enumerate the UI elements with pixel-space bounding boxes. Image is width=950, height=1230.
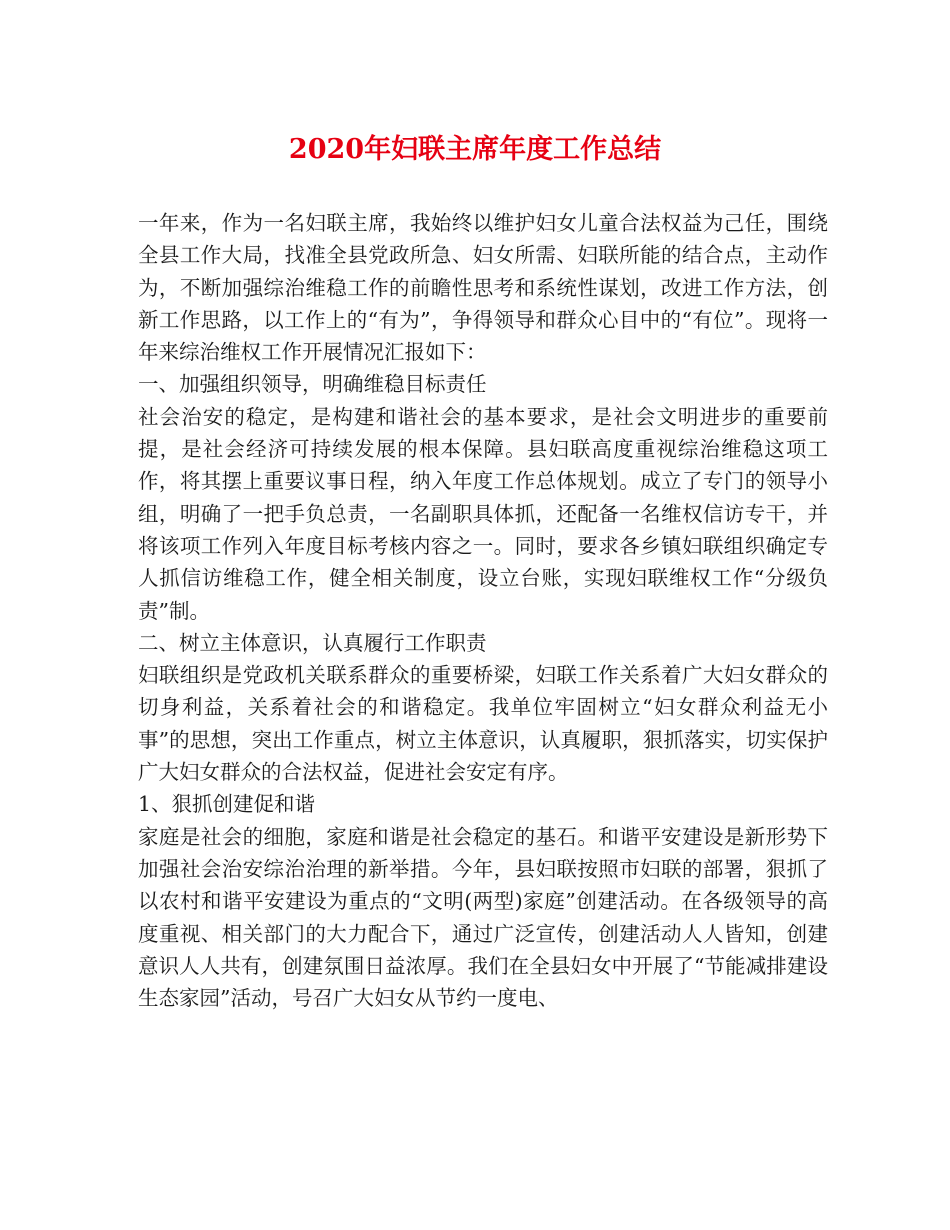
subsection-heading-1: 1、狠抓创建促和谐: [138, 792, 316, 817]
paragraph-intro: 一年来，作为一名妇联主席，我始终以维护妇女儿童合法权益为己任，围绕全县工作大局，找准全县党政所急、妇女所需、妇联所能的结合点，主动作为，不断加强综治维稳工作的前瞻性思考和系统性谋划，改进工作方法，创新工作思路，以工作上的“有为”，争得领导和群众心目中的“有位”。现将一年来综治维权工作开展情况汇报如下：: [138, 211, 828, 365]
section-heading-2: 二、树立主体意识，认真履行工作职责: [138, 630, 487, 655]
section-heading-1: 一、加强组织领导，明确维稳目标责任: [138, 372, 487, 397]
document-body: [138, 207, 828, 1014]
document-title: 2020年妇联主席年度工作总结: [288, 134, 662, 165]
paragraph-section-1: 社会治安的稳定，是构建和谐社会的基本要求，是社会文明进步的重要前提，是社会经济可持续发展的根本保障。县妇联高度重视综治维稳这项工作，将其摆上重要议事日程，纳入年度工作总体规划。成立了专门的领导小组，明确了一把手负总责，一名副职具体抓，还配备一名维权信访专干，并将该项工作列入年度目标考核内容之一。同时，要求各乡镇妇联组织确定专人抓信访维稳工作，健全相关制度，设立台账，实现妇联维权工作“分级负责”制。: [138, 404, 828, 623]
paragraph-subsection-1: 家庭是社会的细胞，家庭和谐是社会稳定的基石。和谐平安建设是新形势下加强社会治安综治治理的新举措。今年，县妇联按照市妇联的部署，狠抓了以农村和谐平安建设为重点的“文明(两型)家庭”创建活动。在各级领导的高度重视、相关部门的大力配合下，通过广泛宣传，创建活动人人皆知，创建意识人人共有，创建氛围日益浓厚。我们在全县妇女中开展了“节能减排建设生态家园”活动，号召广大妇女从节约一度电、: [138, 824, 828, 1011]
paragraph-section-2: 妇联组织是党政机关联系群众的重要桥梁，妇联工作关系着广大妇女群众的切身利益，关系着社会的和谐稳定。我单位牢固树立“妇女群众利益无小事”的思想，突出工作重点，树立主体意识，认真履职，狠抓落实，切实保护广大妇女群众的合法权益，促进社会安定有序。: [138, 663, 828, 785]
